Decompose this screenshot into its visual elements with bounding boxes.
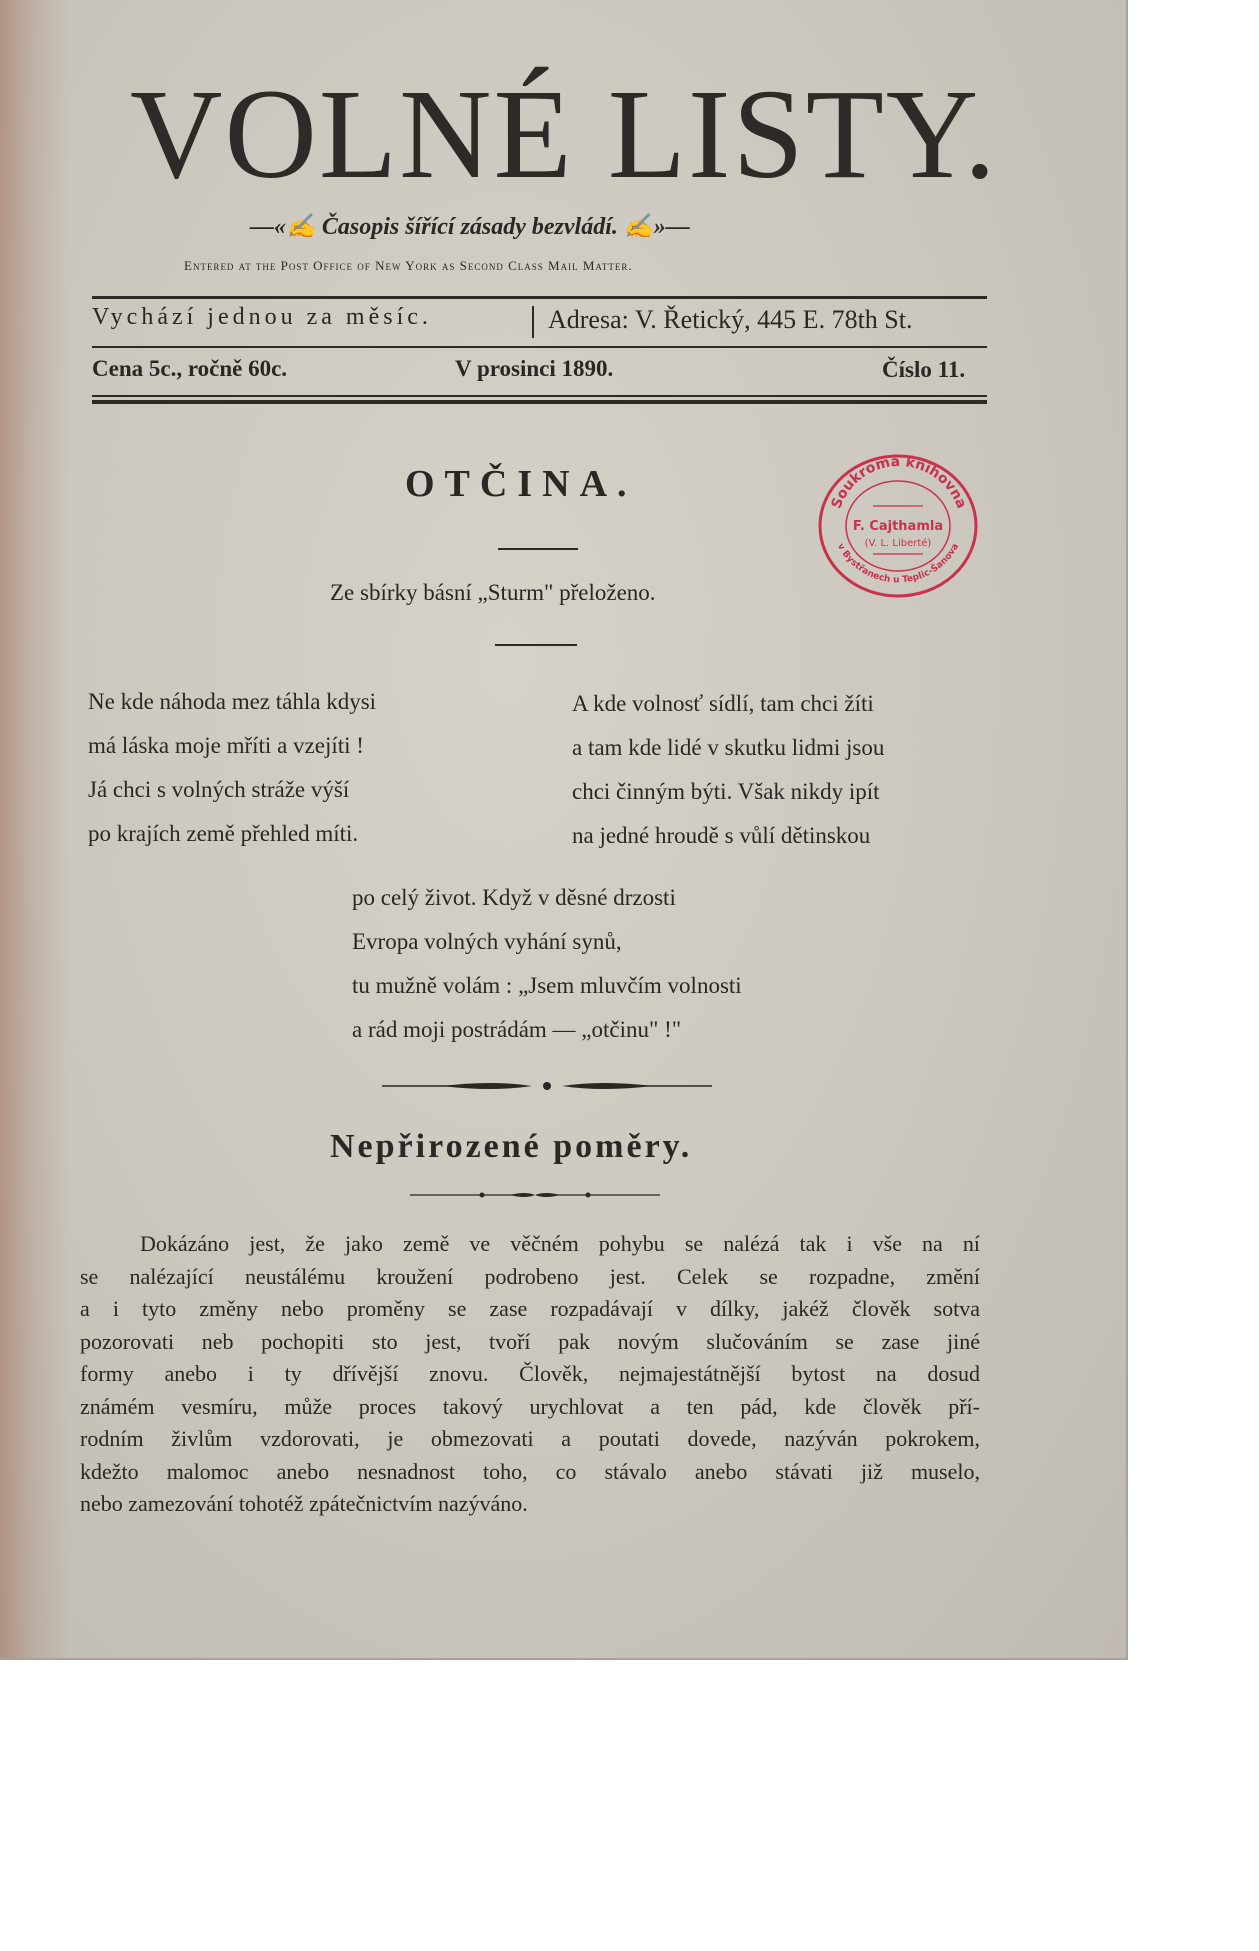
section-ornament (382, 1076, 712, 1096)
mail-entry-notice: Entered at the Post Office of New York as Second Class Mail Matter. (184, 258, 633, 273)
subscription-price: Cena 5c., ročně 60c. (92, 356, 288, 381)
title-divider (498, 548, 578, 550)
poem-title: OTČINA. (405, 463, 637, 505)
issue-date: V prosinci 1890. (455, 356, 614, 381)
publisher-address: Adresa: V. Řetický, 445 E. 78th St. (548, 305, 913, 334)
issue-number: Číslo 11. (882, 357, 966, 382)
article-line: se nalézající neustálému kroužení podrobeno jest. Celek se rozpadne, změní (80, 1263, 980, 1289)
masthead-title: VOLNÉ LISTY. (130, 63, 998, 205)
article-line: rodním živlům vzdorovati, je obmezovati a poutati dovede, nazýván pokrokem, (80, 1426, 980, 1451)
poem-line: po celý život. Když v děsné drzosti (352, 885, 676, 910)
article-body (80, 1228, 980, 1521)
header-rule-middle (92, 346, 987, 348)
stamp-affiliation: (V. L. Liberté) (864, 538, 932, 549)
article-line: nebo zamezování tohotéž zpátečnictvím nazýváno. (80, 1491, 528, 1516)
poem-line: na jedné hroudě s vůlí dětinskou (572, 823, 871, 848)
publication-frequency: Vychází jednou za měsíc. (92, 304, 432, 330)
poem-line: chci činným býti. Však nikdy ipít (572, 779, 880, 804)
article-line: Dokázáno jest, že jako země ve věčném pohybu se nalézá tak i vše na ní (140, 1231, 980, 1256)
poem-line: tu mužně volám : „Jsem mluvčím volnosti (352, 973, 742, 998)
poem-line: po krajích země přehled míti. (88, 821, 359, 846)
article-line: kdežto malomoc anebo nesnadnost toho, co stávalo anebo stávati již muselo, (80, 1458, 980, 1484)
header-rule-bottom-1 (92, 395, 987, 397)
poem-line: Evropa volných vyhání synů, (352, 929, 622, 954)
poem-line: A kde volnosť sídlí, tam chci žíti (572, 691, 874, 716)
poem-line: má láska moje mříti a vzejíti ! (88, 733, 364, 758)
svg-text:Soukromá knihovna (829, 454, 970, 511)
poem-subtitle: Ze sbírky básní „Sturm" přeloženo. (330, 580, 656, 605)
subtitle-divider (495, 644, 577, 646)
poem-center-stanza (352, 876, 742, 1052)
poem-line: a tam kde lidé v skutku lidmi jsou (572, 735, 885, 760)
poem-line: Ne kde náhoda mez táhla kdysi (88, 689, 377, 714)
header-divider (532, 306, 534, 338)
library-stamp (815, 448, 980, 598)
article-title: Nepřirozené poměry. (330, 1128, 693, 1165)
stamp-owner: F. Cajthamla (852, 519, 944, 534)
article-ornament (410, 1188, 660, 1202)
poem-left-stanza (88, 680, 376, 856)
water-stain (0, 0, 70, 1658)
stamp-ring-top: Soukromá knihovna (828, 453, 970, 511)
article-line: pozorovati neb pochopiti sto jest, tvoří pak novým slučováním se zase jiné (80, 1328, 980, 1354)
header-rule-top (92, 296, 987, 299)
article-line: a i tyto změny nebo proměny se zase rozpadávají v dílky, jakéž člověk sotva (80, 1296, 980, 1321)
article-line: známém vesmíru, může proces takový urychlovat a ten pád, kde člověk pří- (80, 1393, 980, 1419)
poem-right-stanza (572, 682, 884, 858)
header-rule-bottom-2 (92, 400, 987, 404)
poem-line: a rád moji postrádám — „otčinu" !" (352, 1017, 682, 1042)
masthead-tagline: —«✍ Časopis šířící zásady bezvládí. ✍»— (250, 214, 690, 240)
stamp-ring-bottom: v Bystřanech u Teplic-Šanova (834, 542, 962, 586)
poem-line: Já chci s volných stráže výší (88, 777, 350, 802)
article-line: formy anebo i ty dřívější znovu. Člověk, nejmajestátnější bytost na dosud (80, 1361, 980, 1386)
